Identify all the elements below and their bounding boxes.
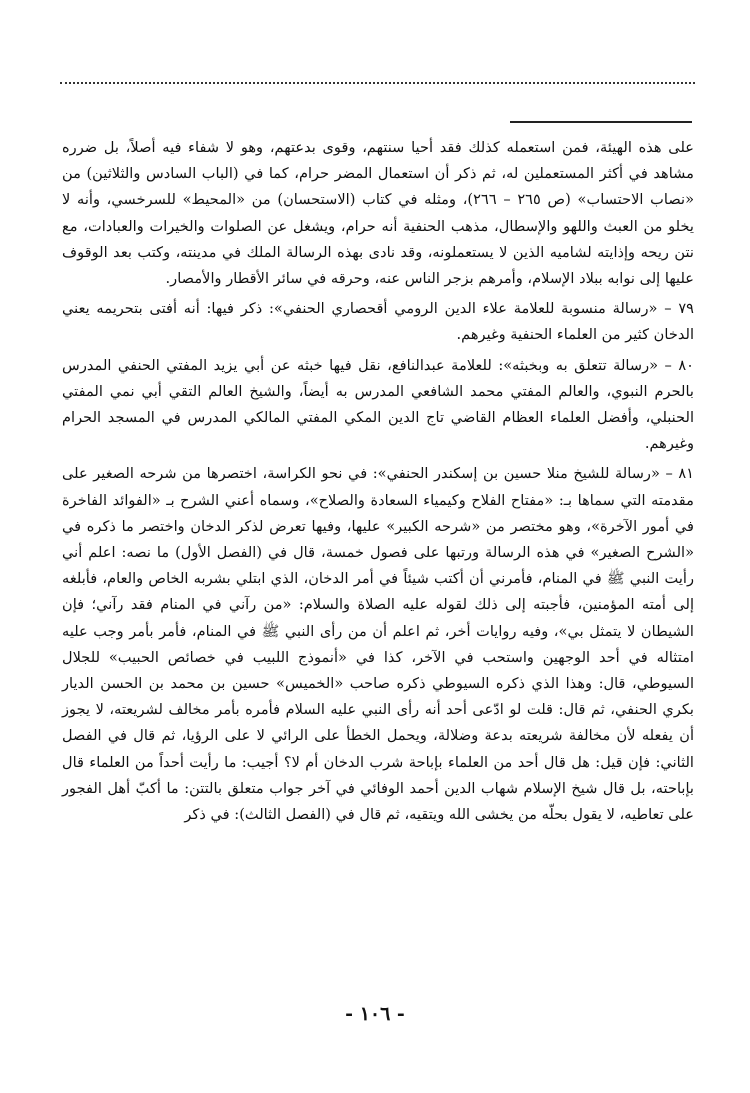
dotted-header-line <box>60 82 695 84</box>
body-text <box>62 135 694 832</box>
paragraph-item-79: ٧٩ – «رسالة منسوبة للعلامة علاء الدين الرومي أقحصاري الحنفي»: ذكر فيها: أنه أفتى بتحريمه يعني الدخان كثير من العلماء الحنفية وغيرهم. <box>62 300 694 344</box>
paragraph-item-81: ٨١ – «رسالة للشيخ منلا حسين بن إسكندر الحنفي»: في نحو الكراسة، اختصرها من شرحه الصغير على مقدمته التي سماها بـ: «مفتاح الفلاح وكيمياء السعادة والصلاح»، وسماه أعني الشرح بـ «الفوائد الفاخرة في أمور الآخرة»، وهو مختصر من «شرحه الكبير» عليها، وفيها تعرض لذكر الدخان واختصر ما ذكره في «الشرح الصغير» في هذه الرسالة ورتبها على فصول خمسة، قال في (الفصل الأول) ما نصه: اعلم أني رأيت النبي ﷺ في المنام، فأمرني أن أكتب شيئاً في أمر الدخان، الذي ابتلي بشربه الخاص والعام، فأبلغه إلى أمته المؤمنين، فأجبته إلى ذلك لقوله عليه الصلاة والسلام: «من رآني في المنام فقد رآني؛ فإن الشيطان لا يتمثل بي»، وفيه روايات أخر، ثم اعلم أن من رأى النبي ﷺ في المنام، فأمر بأمر وجب عليه امتثاله في أحد الوجهين واستحب في الآخر، كذا في «أنموذج اللبيب في خصائص الحبيب» للجلال السيوطي، قال: وهذا الذي ذكره السيوطي ذكره صاحب «الخميس» حسين بن محمد بن الحسن الديار بكري الحنفي، ثم قال: قلت لو ادّعى أحد أنه رأى النبي عليه السلام فأمره بأمر مخالف لشريعته، لا يجوز أن يفعله لأن مخالفة شريعته بدعة وضلالة، ويحمل الخطأ على الرائي لا على الرؤيا، ثم قال في الفصل الثاني: فإن قيل: هل قال أحد من العلماء بإباحة شرب الدخان أم لا؟ أجيب: ما رأيت أحداً من العلماء قال بإباحته، بل قال شيخ الإسلام شهاب الدين أحمد الوفائي في آخر جواب متعلق بالتتن: ما أكبّ أهل الفجور على تعاطيه، لا يقول بحلّه من يخشى الله ويتقيه، ثم قال في (الفصل الثالث): في ذكر <box>62 465 694 824</box>
separator-rule <box>510 121 692 123</box>
paragraph-item-80: ٨٠ – «رسالة تتعلق به وبخبثه»: للعلامة عبدالنافع، نقل فيها خبثه عن أبي يزيد المفتي الحنفي المدرس بالحرم النبوي، والعالم المفتي محمد الشافعي المدرس به أيضاً، والشيخ العالم التقي أبي نمي المفتي الحنبلي، وأفضل العلماء العظام القاضي تاج الدين المكي المفتي المالكي المدرس في المسجد الحرام وغيرهم. <box>62 356 694 453</box>
page-number: - ١٠٦ - <box>345 1003 405 1025</box>
paragraph-continuation: على هذه الهيئة، فمن استعمله كذلك فقد أحيا سنتهم، وقوى بدعتهم، وهو لا شفاء فيه أصلاً، بل ضرره مشاهد في أكثر المستعملين له، ثم ذكر أن استعمال المضر حرام، كما في (الباب السادس والثلاثين) من «نصاب الاحتساب» (ص ٢٦٥ – ٢٦٦)، ومثله في كتاب (الاستحسان) من «المحيط» للسرخسي، وأنه لا يخلو من العبث واللهو والإسطال، مذهب الحنفية أنه حرام، ويشغل عن الصلوات والخيرات والعبادات، مع نتن ريحه وإذايته لشاميه الذين لا يستعملونه، وقد نادى بهذه الرسالة الملك في مدينته، وكتب بعد الوقوف عليها إلى نوابه ببلاد الإسلام، وأمرهم بزجر الناس عنه، وحرقه في سائر الأقطار والأمصار. <box>62 139 694 288</box>
